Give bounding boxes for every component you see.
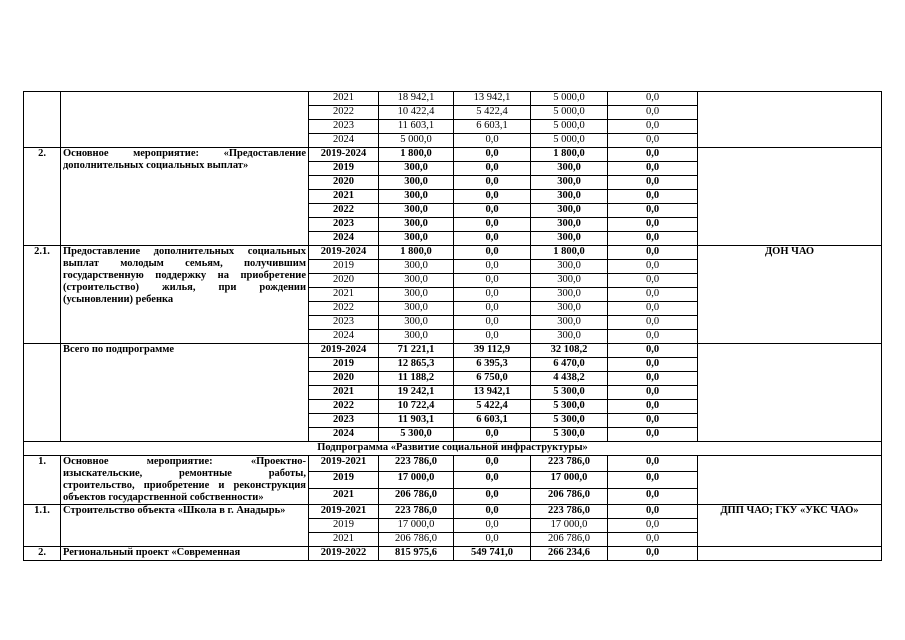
cell-ob: 300,0: [531, 176, 608, 190]
cell-year: 2019-2021: [309, 505, 379, 519]
cell-year: 2021: [309, 288, 379, 302]
cell-fb: 0,0: [454, 456, 531, 472]
cell-total: 223 786,0: [379, 505, 454, 519]
cell-other: 0,0: [608, 428, 698, 442]
cell-other: 0,0: [608, 92, 698, 106]
cell-year: 2023: [309, 120, 379, 134]
cell-fb: 0,0: [454, 288, 531, 302]
executor: [698, 92, 882, 148]
row-number: 2.: [24, 547, 61, 561]
cell-fb: 0,0: [454, 162, 531, 176]
executor: ДОН ЧАО: [698, 246, 882, 344]
cell-year: 2019-2024: [309, 148, 379, 162]
cell-other: 0,0: [608, 316, 698, 330]
cell-fb: 0,0: [454, 204, 531, 218]
cell-ob: 1 800,0: [531, 148, 608, 162]
executor: [698, 547, 882, 561]
cell-fb: 0,0: [454, 260, 531, 274]
cell-fb: 0,0: [454, 330, 531, 344]
cell-fb: 549 741,0: [454, 547, 531, 561]
cell-total: 11 603,1: [379, 120, 454, 134]
cell-year: 2023: [309, 218, 379, 232]
cell-fb: 13 942,1: [454, 386, 531, 400]
cell-year: 2021: [309, 488, 379, 504]
cell-fb: 6 395,3: [454, 358, 531, 372]
cell-total: 300,0: [379, 162, 454, 176]
cell-fb: 0,0: [454, 134, 531, 148]
cell-other: 0,0: [608, 472, 698, 488]
cell-total: 11 903,1: [379, 414, 454, 428]
cell-fb: 0,0: [454, 505, 531, 519]
cell-total: 1 800,0: [379, 246, 454, 260]
cell-year: 2020: [309, 372, 379, 386]
table-row: [24, 547, 882, 561]
cell-fb: 0,0: [454, 246, 531, 260]
cell-year: 2019: [309, 519, 379, 533]
cell-other: 0,0: [608, 330, 698, 344]
executor: [698, 344, 882, 442]
cell-total: 300,0: [379, 176, 454, 190]
cell-ob: 300,0: [531, 204, 608, 218]
table-row: [24, 148, 882, 162]
cell-year: 2019: [309, 260, 379, 274]
cell-ob: 206 786,0: [531, 488, 608, 504]
cell-ob: 5 000,0: [531, 106, 608, 120]
cell-ob: 32 108,2: [531, 344, 608, 358]
cell-fb: 6 603,1: [454, 120, 531, 134]
cell-other: 0,0: [608, 400, 698, 414]
executor: [698, 148, 882, 246]
cell-other: 0,0: [608, 218, 698, 232]
cell-other: 0,0: [608, 106, 698, 120]
cell-other: 0,0: [608, 302, 698, 316]
cell-total: 300,0: [379, 288, 454, 302]
cell-year: 2022: [309, 204, 379, 218]
cell-total: 17 000,0: [379, 519, 454, 533]
activity-name: Региональный проект «Современная: [61, 547, 309, 561]
cell-total: 300,0: [379, 218, 454, 232]
cell-other: 0,0: [608, 519, 698, 533]
cell-year: 2023: [309, 414, 379, 428]
cell-year: 2022: [309, 400, 379, 414]
cell-total: 5 000,0: [379, 134, 454, 148]
cell-ob: 300,0: [531, 274, 608, 288]
cell-ob: 300,0: [531, 232, 608, 246]
table-row: [24, 246, 882, 260]
cell-total: 300,0: [379, 274, 454, 288]
cell-other: 0,0: [608, 204, 698, 218]
cell-other: 0,0: [608, 288, 698, 302]
cell-year: 2019-2024: [309, 344, 379, 358]
cell-ob: 5 300,0: [531, 386, 608, 400]
cell-total: 19 242,1: [379, 386, 454, 400]
cell-fb: 0,0: [454, 428, 531, 442]
cell-total: 300,0: [379, 232, 454, 246]
cell-total: 300,0: [379, 330, 454, 344]
cell-other: 0,0: [608, 358, 698, 372]
cell-ob: 223 786,0: [531, 456, 608, 472]
program-finance-table: [23, 91, 882, 561]
table-body: [24, 92, 882, 561]
cell-fb: 5 422,4: [454, 400, 531, 414]
cell-fb: 0,0: [454, 302, 531, 316]
cell-fb: 0,0: [454, 190, 531, 204]
table-row: [24, 505, 882, 519]
cell-total: 10 422,4: [379, 106, 454, 120]
cell-other: 0,0: [608, 148, 698, 162]
cell-fb: 6 603,1: [454, 414, 531, 428]
cell-fb: 0,0: [454, 148, 531, 162]
cell-ob: 300,0: [531, 316, 608, 330]
section-row: [24, 442, 882, 456]
cell-ob: 206 786,0: [531, 533, 608, 547]
cell-year: 2024: [309, 232, 379, 246]
cell-ob: 6 470,0: [531, 358, 608, 372]
row-number: [24, 344, 61, 442]
activity-name: [61, 92, 309, 148]
cell-total: 815 975,6: [379, 547, 454, 561]
cell-year: 2021: [309, 92, 379, 106]
cell-other: 0,0: [608, 274, 698, 288]
row-number: 1.: [24, 456, 61, 505]
row-number: 2.1.: [24, 246, 61, 344]
cell-total: 223 786,0: [379, 456, 454, 472]
cell-total: 71 221,1: [379, 344, 454, 358]
cell-total: 206 786,0: [379, 488, 454, 504]
cell-fb: 0,0: [454, 176, 531, 190]
cell-year: 2023: [309, 316, 379, 330]
cell-other: 0,0: [608, 456, 698, 472]
cell-other: 0,0: [608, 372, 698, 386]
cell-other: 0,0: [608, 547, 698, 561]
cell-total: 300,0: [379, 204, 454, 218]
cell-total: 300,0: [379, 190, 454, 204]
cell-other: 0,0: [608, 134, 698, 148]
cell-total: 18 942,1: [379, 92, 454, 106]
cell-ob: 300,0: [531, 288, 608, 302]
cell-other: 0,0: [608, 162, 698, 176]
section-title: Подпрограмма «Развитие социальной инфраструктуры»: [24, 442, 882, 456]
cell-other: 0,0: [608, 414, 698, 428]
activity-name: Основное мероприятие: «Предоставление дополнительных социальных выплат»: [61, 148, 309, 246]
cell-year: 2024: [309, 428, 379, 442]
cell-ob: 266 234,6: [531, 547, 608, 561]
cell-ob: 1 800,0: [531, 246, 608, 260]
cell-ob: 300,0: [531, 260, 608, 274]
cell-ob: 223 786,0: [531, 505, 608, 519]
cell-fb: 0,0: [454, 232, 531, 246]
cell-year: 2019-2021: [309, 456, 379, 472]
cell-other: 0,0: [608, 260, 698, 274]
executor: ДПП ЧАО; ГКУ «УКС ЧАО»: [698, 505, 882, 547]
cell-fb: 0,0: [454, 218, 531, 232]
cell-fb: 0,0: [454, 316, 531, 330]
row-number: 1.1.: [24, 505, 61, 547]
cell-total: 17 000,0: [379, 472, 454, 488]
cell-ob: 5 000,0: [531, 120, 608, 134]
cell-other: 0,0: [608, 232, 698, 246]
activity-name: Основное мероприятие: «Проектно-изыскательские, ремонтные работы, строительство, приобретение и реконструкция объектов государственной собственности»: [61, 456, 309, 505]
cell-total: 300,0: [379, 260, 454, 274]
cell-year: 2021: [309, 386, 379, 400]
cell-ob: 17 000,0: [531, 472, 608, 488]
cell-total: 11 188,2: [379, 372, 454, 386]
cell-ob: 5 300,0: [531, 414, 608, 428]
cell-year: 2019-2024: [309, 246, 379, 260]
cell-other: 0,0: [608, 176, 698, 190]
cell-ob: 5 300,0: [531, 400, 608, 414]
activity-name: Всего по подпрограмме: [61, 344, 309, 442]
cell-total: 10 722,4: [379, 400, 454, 414]
cell-year: 2019: [309, 358, 379, 372]
cell-ob: 4 438,2: [531, 372, 608, 386]
cell-year: 2019-2022: [309, 547, 379, 561]
cell-other: 0,0: [608, 190, 698, 204]
cell-fb: 39 112,9: [454, 344, 531, 358]
activity-name: Предоставление дополнительных социальных выплат молодым семьям, получившим государственную поддержку на приобретение (строительство) жилья, при рождении (усыновлении) ребенка: [61, 246, 309, 344]
cell-total: 5 300,0: [379, 428, 454, 442]
cell-total: 1 800,0: [379, 148, 454, 162]
row-number: 2.: [24, 148, 61, 246]
cell-year: 2024: [309, 330, 379, 344]
cell-year: 2021: [309, 533, 379, 547]
cell-total: 300,0: [379, 316, 454, 330]
table-row: [24, 456, 882, 472]
cell-ob: 300,0: [531, 218, 608, 232]
cell-total: 206 786,0: [379, 533, 454, 547]
cell-fb: 0,0: [454, 472, 531, 488]
cell-fb: 5 422,4: [454, 106, 531, 120]
cell-ob: 300,0: [531, 190, 608, 204]
cell-fb: 0,0: [454, 274, 531, 288]
cell-year: 2022: [309, 302, 379, 316]
table-row: [24, 344, 882, 358]
cell-other: 0,0: [608, 386, 698, 400]
cell-ob: 5 000,0: [531, 134, 608, 148]
cell-year: 2019: [309, 472, 379, 488]
cell-fb: 13 942,1: [454, 92, 531, 106]
cell-fb: 6 750,0: [454, 372, 531, 386]
table-row: [24, 92, 882, 106]
cell-other: 0,0: [608, 120, 698, 134]
cell-fb: 0,0: [454, 488, 531, 504]
executor: [698, 456, 882, 505]
cell-ob: 300,0: [531, 330, 608, 344]
cell-other: 0,0: [608, 488, 698, 504]
cell-year: 2019: [309, 162, 379, 176]
cell-year: 2022: [309, 106, 379, 120]
cell-other: 0,0: [608, 344, 698, 358]
cell-year: 2021: [309, 190, 379, 204]
cell-fb: 0,0: [454, 533, 531, 547]
cell-other: 0,0: [608, 246, 698, 260]
cell-total: 12 865,3: [379, 358, 454, 372]
cell-year: 2024: [309, 134, 379, 148]
cell-ob: 300,0: [531, 162, 608, 176]
cell-year: 2020: [309, 176, 379, 190]
cell-ob: 5 300,0: [531, 428, 608, 442]
cell-total: 300,0: [379, 302, 454, 316]
cell-ob: 17 000,0: [531, 519, 608, 533]
cell-ob: 5 000,0: [531, 92, 608, 106]
cell-ob: 300,0: [531, 302, 608, 316]
cell-year: 2020: [309, 274, 379, 288]
cell-other: 0,0: [608, 505, 698, 519]
cell-other: 0,0: [608, 533, 698, 547]
row-number: [24, 92, 61, 148]
activity-name: Строительство объекта «Школа в г. Анадырь»: [61, 505, 309, 547]
cell-fb: 0,0: [454, 519, 531, 533]
